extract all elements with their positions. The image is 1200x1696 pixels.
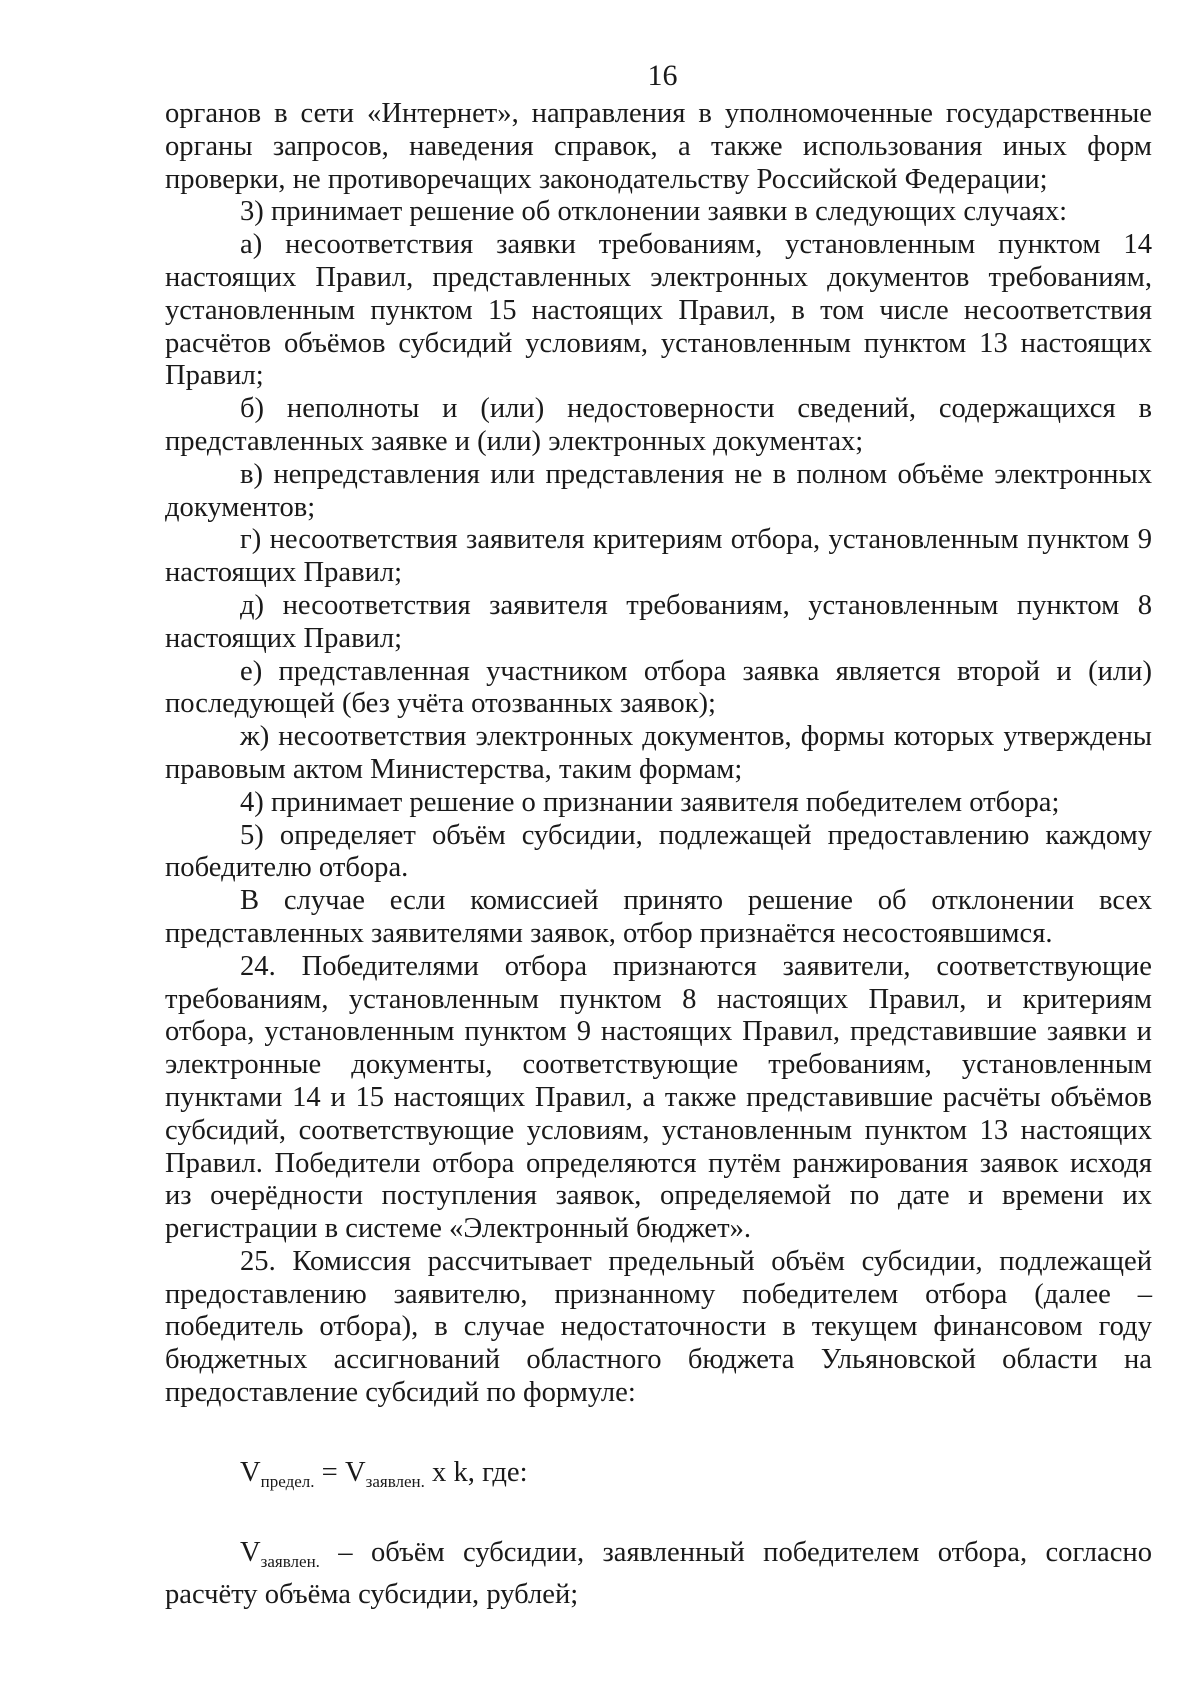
paragraph: г) несоответствия заявителя критериям отбора, установленным пунктом 9 настоящих Правил; [165, 524, 1152, 589]
definition-text: – объём субсидии, заявленный победителем отбора, согласно расчёту объёма субсидии, рублей; [165, 1536, 1152, 1610]
page-number: 16 [647, 59, 678, 92]
formula-lhs-subscript: предел. [260, 1471, 315, 1491]
paragraph: в) непредставления или представления не в полном объёме электронных документов; [165, 458, 1152, 523]
paragraph: органов в сети «Интернет», направления в уполномоченные государственные органы запросов, наведения справок, а также использования иных форм проверки, не противоречащих законодательству Российской Федерации; [165, 98, 1152, 195]
paragraph: В случае если комиссией принято решение об отклонении всех представленных заявителями заявок, отбор признаётся несостоявшимся. [165, 885, 1152, 949]
formula-equals: = [314, 1456, 345, 1488]
paragraph: 24. Победителями отбора признаются заявители, соответствующие требованиям, установленным пунктом 8 настоящих Правил, и критериям отбора, установленным пунктом 9 настоящих Правил, представившие заявки и электронные документы, соответствующие требованиям, установленным пунктами 14 и 15 настоящих Правил, а также представившие расчёты объёмов субсидий, соответствующие условиям, установленным пунктом 13 настоящих Правил. Победители отбора определяются путём ранжирования заявок исходя из очерёдности поступления заявок, определяемой по дате и времени их регистрации в системе «Электронный бюджет». [165, 950, 1152, 1245]
paragraph: 25. Комиссия рассчитывает предельный объём субсидии, подлежащей предоставлению заявителю, признанному победителем отбора (далее – победитель отбора), в случае недостаточности в текущем финансовом году бюджетных ассигнований областного бюджета Ульяновской области на предоставление субсидий по формуле: [165, 1245, 1152, 1409]
formula-rhs-subscript: заявлен. [365, 1471, 425, 1491]
paragraph: 4) принимает решение о признании заявителя победителем отбора; [240, 786, 1060, 818]
paragraph: д) несоответствия заявителя требованиям, установленным пунктом 8 настоящих Правил; [165, 589, 1152, 654]
paragraph: 5) определяет объём субсидии, подлежащей предоставлению каждому победителю отбора. [165, 819, 1152, 884]
definition-subscript: заявлен. [260, 1551, 320, 1571]
paragraph: а) несоответствия заявки требованиям, установленным пунктом 14 настоящих Правил, представленных электронных документов требованиям, установленным пунктом 15 настоящих Правил, в том числе несоответствия расчётов объёмов субсидий условиям, установленным пунктом 13 настоящих Правил; [165, 229, 1152, 392]
formula [165, 1456, 1152, 1499]
formula-definition [165, 1537, 1152, 1612]
document-page [165, 56, 1152, 1611]
paragraph: е) представленная участником отбора заявка является второй и (или) последующей (без учёта отозванных заявок); [165, 655, 1152, 720]
formula-lhs-symbol: V [240, 1456, 261, 1488]
paragraph: ж) несоответствия электронных документов, формы которых утверждены правовым актом Министерства, таким формам; [165, 721, 1152, 785]
definition-symbol: V [240, 1536, 261, 1568]
formula-rhs-symbol: V [344, 1456, 366, 1488]
formula-rest: x k, где: [424, 1456, 528, 1488]
paragraph: 3) принимает решение об отклонении заявки в следующих случаях: [240, 196, 1068, 228]
paragraph: б) неполноты и (или) недостоверности сведений, содержащихся в представленных заявке и (или) электронных документах; [165, 393, 1152, 457]
